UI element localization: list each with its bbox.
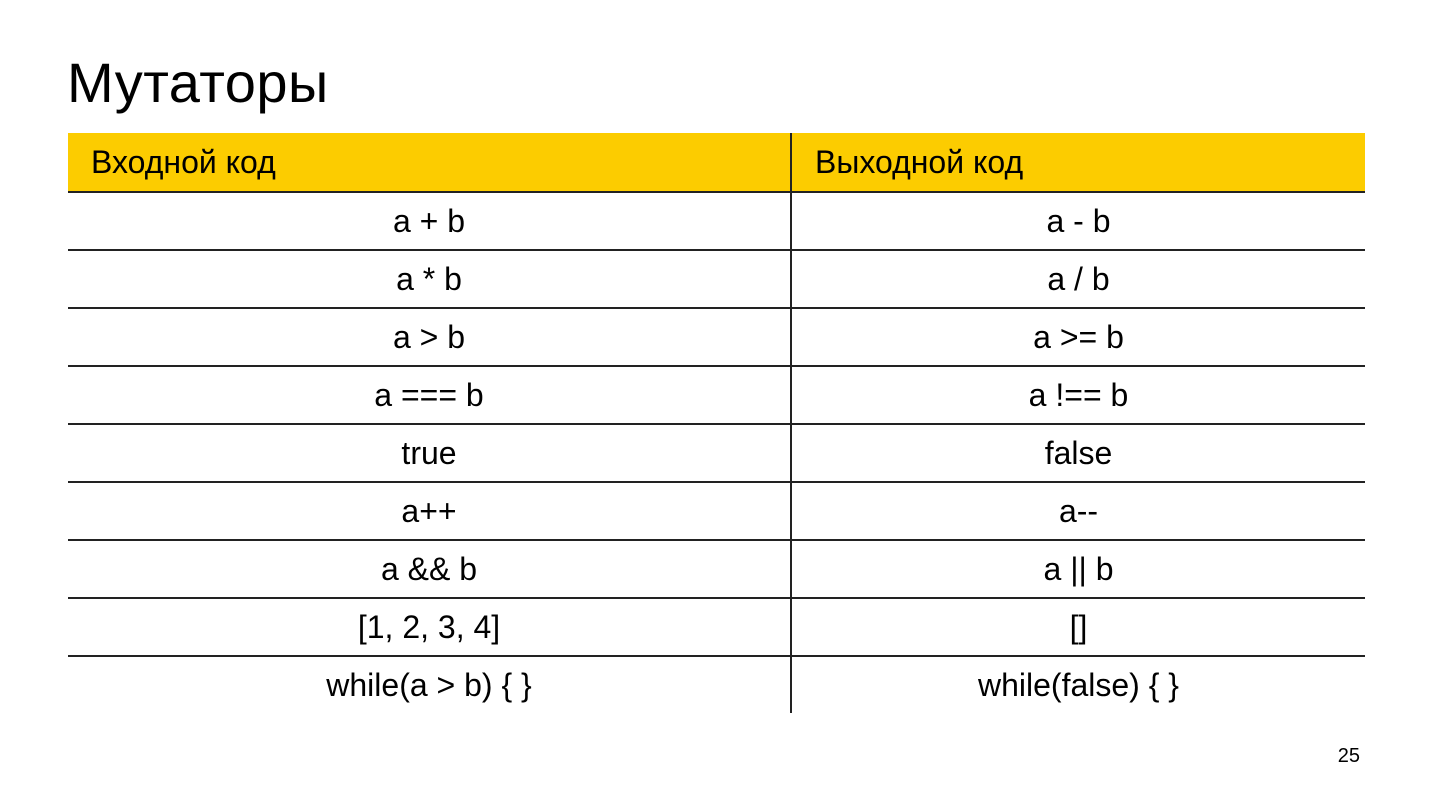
output-code-cell: [] [791, 598, 1365, 656]
header-output-code: Выходной код [791, 133, 1365, 192]
input-code-cell: a++ [68, 482, 791, 540]
mutators-table [68, 133, 1365, 713]
input-code-cell: a + b [68, 192, 791, 250]
table-row [68, 540, 1365, 598]
output-code-cell: false [791, 424, 1365, 482]
input-code-cell: a * b [68, 250, 791, 308]
output-code-cell: while(false) { } [791, 656, 1365, 713]
table-row [68, 192, 1365, 250]
input-code-cell: a && b [68, 540, 791, 598]
header-input-code: Входной код [68, 133, 791, 192]
table-row [68, 424, 1365, 482]
table-row [68, 482, 1365, 540]
output-code-cell: a >= b [791, 308, 1365, 366]
input-code-cell: true [68, 424, 791, 482]
table-row [68, 308, 1365, 366]
output-code-cell: a / b [791, 250, 1365, 308]
output-code-cell: a !== b [791, 366, 1365, 424]
output-code-cell: a || b [791, 540, 1365, 598]
table-header-row [68, 133, 1365, 192]
slide-title: Мутаторы [67, 51, 329, 114]
output-code-cell: a-- [791, 482, 1365, 540]
table-row [68, 366, 1365, 424]
table-row [68, 250, 1365, 308]
input-code-cell: while(a > b) { } [326, 666, 532, 703]
page-number: 25 [1337, 745, 1360, 767]
output-code-cell: a - b [791, 192, 1365, 250]
input-code-cell: [1, 2, 3, 4] [68, 598, 791, 656]
table-row [68, 598, 1365, 656]
table-row [68, 656, 1365, 713]
input-code-cell: a === b [68, 366, 791, 424]
input-code-cell: a > b [68, 308, 791, 366]
